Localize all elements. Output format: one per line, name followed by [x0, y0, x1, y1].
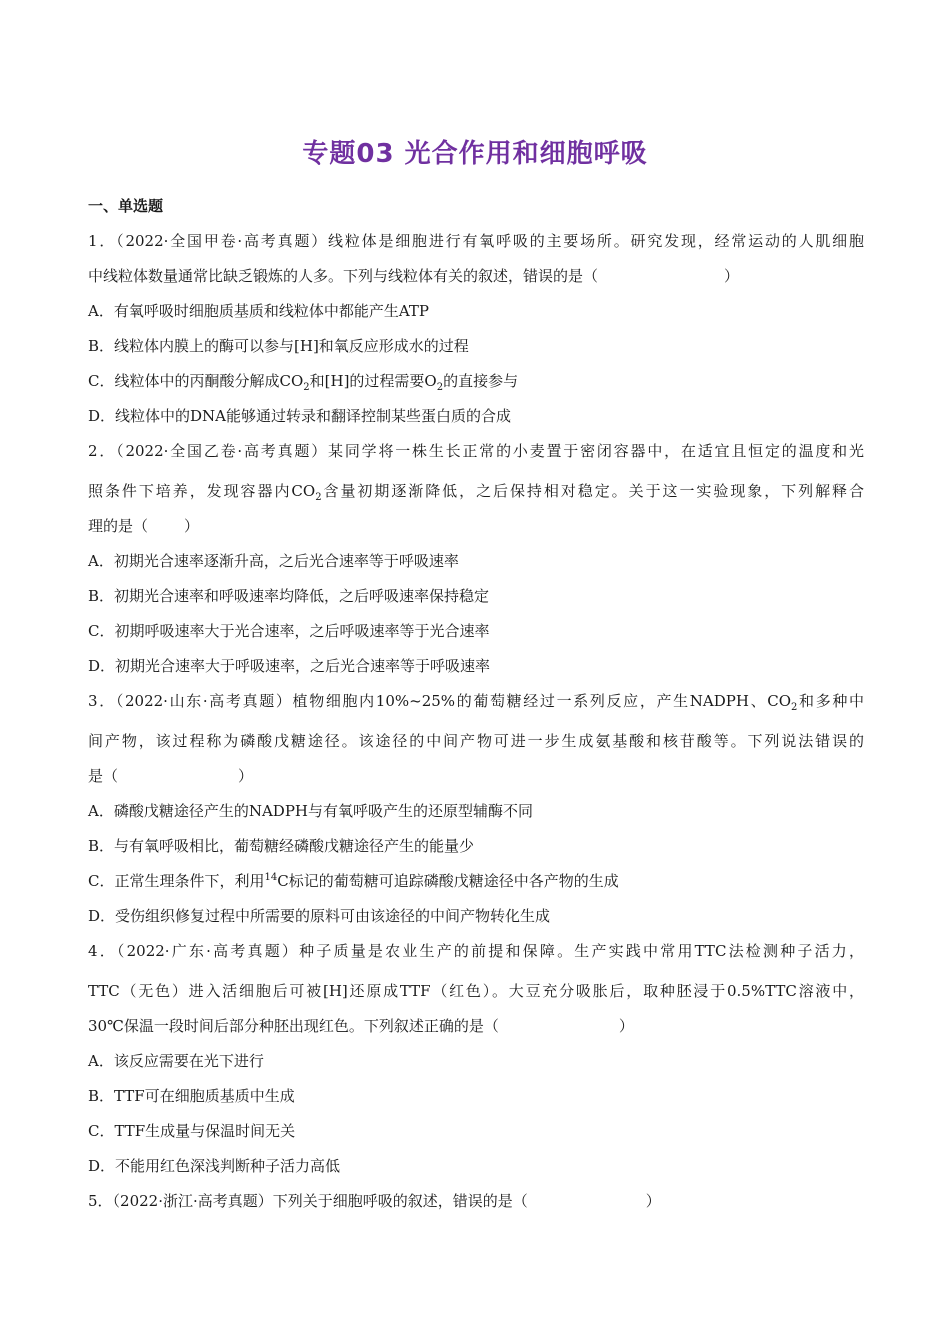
q4-option-c: C．TTF生成量与保温时间无关 — [88, 1122, 296, 1140]
q4-stem-line3: 30℃保温一段时间后部分种胚出现红色。下列叙述正确的是（ ） — [88, 1017, 634, 1035]
q1-option-d: D．线粒体中的DNA能够通过转录和翻译控制某些蛋白质的合成 — [88, 407, 512, 425]
q3-stem-line3: 是（ ） — [88, 767, 254, 785]
q1-option-a: A．有氧呼吸时细胞质基质和线粒体中都能产生ATP — [88, 302, 429, 320]
q4-option-b: B．TTF可在细胞质基质中生成 — [88, 1087, 295, 1105]
q4-option-a: A．该反应需要在光下进行 — [88, 1052, 264, 1070]
q1-option-b: B．线粒体内膜上的酶可以参与[H]和氧反应形成水的过程 — [88, 337, 469, 355]
q2-stem-line1: 2．（2022·全国乙卷·高考真题）某同学将一株生长正常的小麦置于密闭容器中，在适宜且恒定的温度和光 — [88, 442, 864, 460]
page-title: 专题03 光合作用和细胞呼吸 — [302, 139, 648, 169]
q4-stem-line1: 4．（2022·广东·高考真题）种子质量是农业生产的前提和保障。生产实践中常用TTC法检测种子活力， — [88, 942, 864, 960]
q2-option-d: D．初期光合速率大于呼吸速率，之后光合速率等于呼吸速率 — [88, 657, 491, 675]
q5-stem-line1: 5．（2022·浙江·高考真题）下列关于细胞呼吸的叙述，错误的是（ ） — [88, 1192, 661, 1210]
q3-stem-line2: 间产物，该过程称为磷酸戊糖途径。该途径的中间产物可进一步生成氨基酸和核苷酸等。下列说法错误的 — [88, 732, 864, 750]
q1-stem-line1: 1．（2022·全国甲卷·高考真题）线粒体是细胞进行有氧呼吸的主要场所。研究发现，经常运动的人肌细胞 — [88, 232, 864, 250]
q2-option-a: A．初期光合速率逐渐升高，之后光合速率等于呼吸速率 — [88, 552, 459, 570]
q4-option-d: D．不能用红色深浅判断种子活力高低 — [88, 1157, 341, 1175]
q2-stem-line3: 理的是（ ） — [88, 517, 200, 535]
q2-option-b: B．初期光合速率和呼吸速率均降低，之后呼吸速率保持稳定 — [88, 587, 490, 605]
q1-option-c: C．线粒体中的丙酮酸分解成$CO_2$和[H]的过程需要$O_2$的直接参与 — [88, 372, 519, 393]
q4-stem-line2: TTC（无色）进入活细胞后可被[H]还原成TTF（红色）。大豆充分吸胀后，取种胚浸于0.5%TTC溶液中， — [88, 982, 864, 1000]
q2-option-c: C．初期呼吸速率大于光合速率，之后呼吸速率等于光合速率 — [88, 622, 490, 640]
section-heading: 一、单选题 — [88, 197, 164, 215]
q3-option-d: D．受伤组织修复过程中所需要的原料可由该途径的中间产物转化生成 — [88, 907, 551, 925]
q3-option-c: C．正常生理条件下，利用$^{14}$C标记的葡萄糖可追踪磷酸戊糖途径中各产物的生成 — [88, 872, 619, 890]
q3-option-a: A．磷酸戊糖途径产生的NADPH与有氧呼吸产生的还原型辅酶不同 — [88, 802, 533, 820]
q1-stem-line2: 中线粒体数量通常比缺乏锻炼的人多。下列与线粒体有关的叙述，错误的是（ ） — [88, 267, 740, 285]
q2-stem-line2: 照条件下培养，发现容器内$CO_2$含量初期逐渐降低，之后保持相对稳定。关于这一实验现象，下列解释合 — [88, 482, 864, 503]
q3-stem-line1: 3．（2022·山东·高考真题）植物细胞内10%~25%的葡萄糖经过一系列反应，产生NADPH、$CO_2$和多种中 — [88, 692, 864, 713]
q3-option-b: B．与有氧呼吸相比，葡萄糖经磷酸戊糖途径产生的能量少 — [88, 837, 475, 855]
